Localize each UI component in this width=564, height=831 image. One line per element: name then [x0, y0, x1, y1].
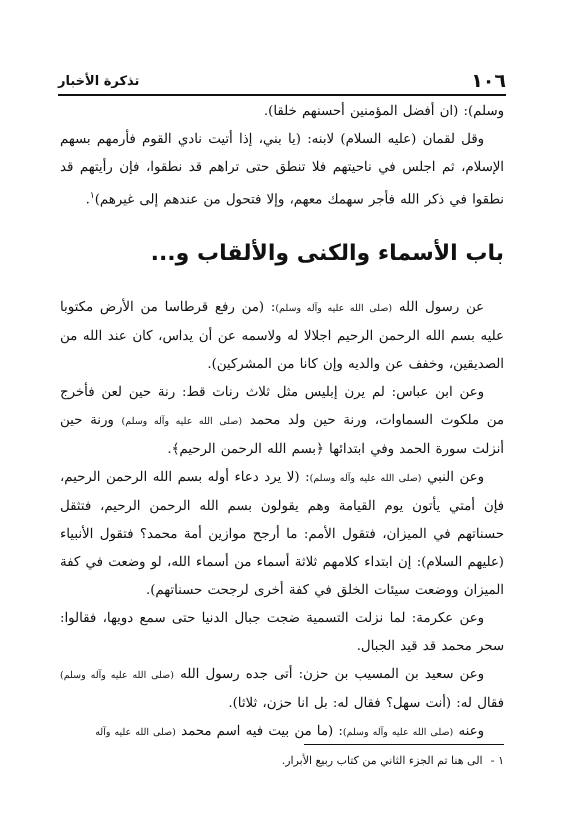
footnote-rule: [304, 744, 504, 745]
paragraph-luqman-text: وقل لقمان (عليه السلام) لابنه: (يا بني، إذا أتيت نادي القوم فأرمهم بسهم الإسلام، ثم اجلس في ناحيتهم فلا تنطق حتى تراهم قد نطقوا، فإن رأيتهم قد نطقوا في ذكر الله فأجر سهمك معهم، وإلا فتحول من عندهم إلى غيرهم): [60, 132, 504, 208]
running-title: تذكرة الأخبار: [58, 74, 140, 89]
paragraph-6-honorific-2: (صلى الله عليه وآله: [95, 727, 176, 739]
footnote: [60, 752, 504, 770]
paragraph-3: [60, 464, 504, 605]
chapter-heading: باب الأسماء والكنى والألقاب و...: [150, 241, 504, 267]
paragraph-3-before: وعن النبي: [421, 470, 484, 486]
paragraph-4: [60, 605, 504, 661]
footnote-text: الى هنا تم الجزء الثاني من كتاب ربيع الأبرار.: [281, 754, 483, 767]
paragraph-2-after: ورنة حين أنزلت سورة الحمد وفي ابتدائها ﴿بسم الله الرحمن الرحيم﴾.: [60, 413, 504, 458]
paragraph-1-honorific: (صلى الله عليه وآله وسلم): [275, 303, 393, 315]
paragraph-1-before: عن رسول الله: [392, 300, 484, 316]
paragraph-5: [60, 661, 504, 718]
paragraph-6-before: وعنه: [453, 724, 484, 740]
paragraph-1-after: : (من رفع قرطاسا من الأرض مكتوبا عليه بسم الله الرحمن الرحيم اجلالا له ولاسمه عن أن يداس، كان عند الله من الصديقين، وخفف عن والديه وإن كانا من المشركين).: [60, 300, 504, 373]
paragraph-5-honorific: (صلى الله عليه وآله وسلم): [60, 670, 174, 682]
body-text: [60, 98, 504, 747]
paragraph-6-honorific: (صلى الله عليه وآله وسلم): [342, 727, 454, 739]
paragraph-3-honorific: (صلى الله عليه وآله وسلم): [309, 473, 422, 485]
footnote-number: ١ -: [490, 754, 504, 767]
paragraph-2: [60, 379, 504, 464]
paragraph-4-text: وعن عكرمة: لما نزلت التسمية ضجت جبال الدنيا حتى سمع دويها، فقالوا: سحر محمد قد قيد الجبال.: [60, 611, 504, 655]
paragraph-2-honorific: (صلى الله عليه وآله وسلم): [121, 416, 243, 428]
page-header: [58, 60, 506, 92]
paragraph-1: [60, 294, 504, 379]
footnote-marker: ١: [89, 191, 95, 201]
paragraph-5-before: وعن سعيد بن المسيب بن حزن: أتى جده رسول الله: [173, 667, 484, 683]
paragraph-5-after: فقال له: (أنت سهل؟ فقال له: بل انا حزن، ثلاثا).: [228, 696, 504, 712]
paragraph-continued: وسلم): (ان أفضل المؤمنين أحسنهم خلقا).: [263, 104, 504, 119]
paragraph-6-after: : (ما من بيت فيه اسم محمد: [175, 724, 343, 740]
page-number: ١٠٦: [471, 70, 506, 92]
paragraph-luqman: وقل لقمان (عليه السلام) لابنه: (يا بني، إذا أتيت نادي القوم فأرمهم بسهم الإسلام، ثم اجلس في ناحيتهم فلا تنطق حتى تراهم قد نطقوا، فإن رأيتهم قد نطقوا في ذكر الله فأجر سهمك معهم، وإلا فتحول من عندهم إلى غيرهم)$^١$.: [60, 132, 504, 208]
header-rule: [58, 94, 506, 96]
paragraph-2-before: وعن ابن عباس: لم يرن إبليس مثل ثلاث رنات قط: رنة حين لعن فأخرج من ملكوت السماوات، ورنة حين ولد محمد: [60, 385, 504, 429]
paragraph-3-after: : (لا يرد دعاء أوله بسم الله الرحمن الرحيم، فإن أمتي يأتون يوم القيامة وهم يقولون بسم الله الرحمن الرحيم، فتثقل حسناتهم في الميزان، فتقول الأمم: ما أرجح موازين أمة محمد؟ فتقول الأنبياء (عليهم السلام): إن ابتداء كلامهم ثلاثة أسماء من أسماء الله، لو وضعت في كفة الميزان ووضعت سيئات الخلق في كفة أخرى لرجحت حسناتهم).: [60, 470, 504, 599]
